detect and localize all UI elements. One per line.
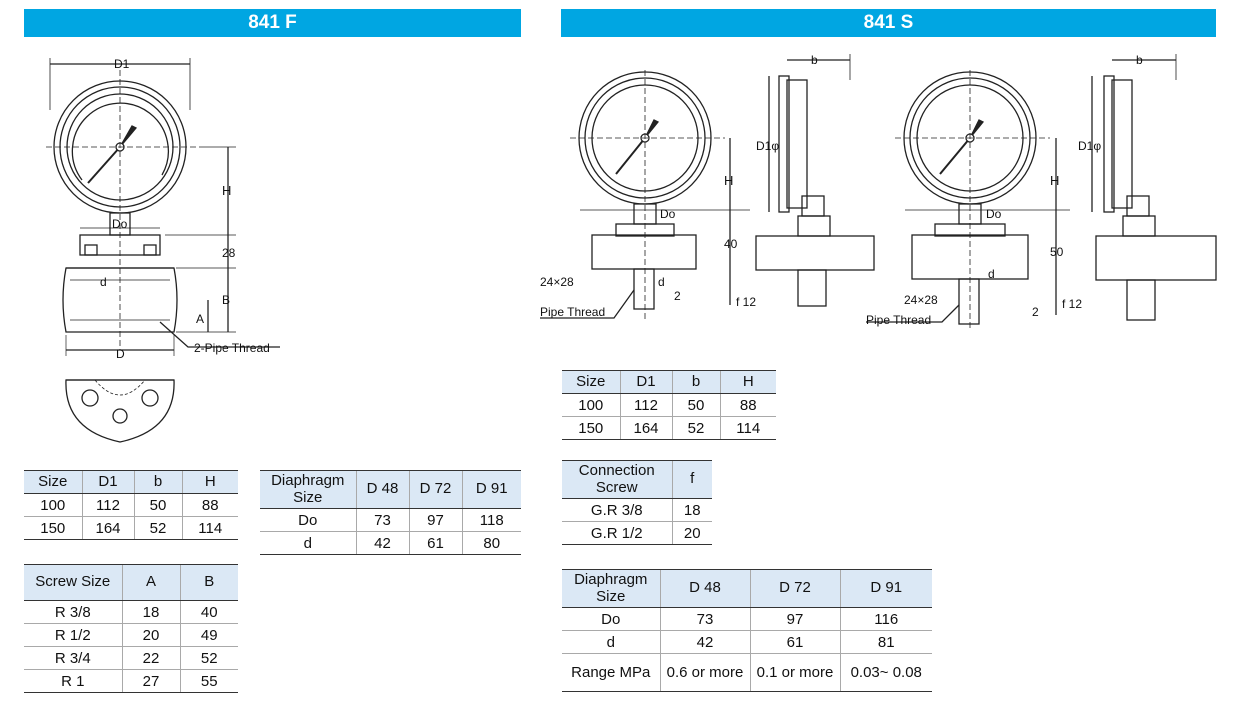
table-cell: d	[260, 532, 356, 555]
table-cell: d	[562, 631, 660, 654]
table-cell: 0.03~ 0.08	[840, 654, 932, 692]
table-row	[562, 417, 776, 440]
dim-label-h-2: H	[1050, 173, 1060, 188]
table-cell: 27	[122, 670, 180, 693]
section-title: 841 S	[863, 12, 914, 33]
table-cell: Do	[260, 509, 356, 532]
section-banner-841f	[24, 9, 521, 37]
table-cell: 22	[122, 647, 180, 670]
table-cell: 112	[620, 394, 672, 417]
table-cell: 97	[750, 608, 840, 631]
table-cell: Range MPa	[562, 654, 660, 692]
dim-label-f12-2: f 12	[1062, 297, 1083, 311]
drawing-841s	[530, 50, 1230, 340]
table-cell: 73	[660, 608, 750, 631]
table-cell: 88	[720, 394, 776, 417]
dim-label-b-2: b	[1136, 53, 1143, 67]
col-header: D 91	[462, 471, 521, 509]
table-cell: 61	[750, 631, 840, 654]
table-row	[24, 624, 238, 647]
table-cell: 150	[24, 517, 82, 540]
table-cell: 114	[720, 417, 776, 440]
table-row	[260, 532, 521, 555]
table-cell: 52	[180, 647, 238, 670]
dim-label-a: A	[196, 312, 205, 326]
col-header: H	[182, 471, 238, 494]
col-header: D 72	[409, 471, 462, 509]
dim-label-b: B	[222, 293, 231, 307]
dim-label-d-2: d	[988, 267, 995, 281]
col-header: Size	[24, 471, 82, 494]
table-row	[562, 522, 712, 545]
dim-label-d1phi-2: D1φ	[1078, 139, 1102, 153]
diaphragm-table-841f	[260, 470, 521, 555]
table-cell: 88	[182, 494, 238, 517]
table-cell: 112	[82, 494, 134, 517]
connection-table-841s	[562, 460, 712, 545]
col-header: D 72	[750, 570, 840, 608]
col-header: Size	[562, 371, 620, 394]
table-cell: 116	[840, 608, 932, 631]
table-cell: 42	[356, 532, 409, 555]
dim-label-h: H	[222, 183, 232, 198]
col-header: Diaphragm Size	[562, 570, 660, 608]
table-cell: 20	[122, 624, 180, 647]
table-cell: 50	[672, 394, 720, 417]
table-cell: 118	[462, 509, 521, 532]
table-row	[24, 647, 238, 670]
section-banner-841s	[561, 9, 1216, 37]
table-cell: 100	[562, 394, 620, 417]
table-cell: 55	[180, 670, 238, 693]
col-header: D1	[620, 371, 672, 394]
dim-label-2: 2	[674, 289, 681, 303]
table-row	[24, 670, 238, 693]
table-cell: 20	[672, 522, 712, 545]
table-row	[562, 654, 932, 692]
table-cell: 164	[620, 417, 672, 440]
dim-label-40: 40	[724, 237, 738, 251]
size-table-841s	[562, 370, 776, 440]
table-cell: R 3/8	[24, 601, 122, 624]
dim-label-do: Do	[112, 217, 128, 231]
table-cell: 164	[82, 517, 134, 540]
dim-label-do-2: Do	[986, 207, 1002, 221]
col-header: D1	[82, 471, 134, 494]
table-cell: 81	[840, 631, 932, 654]
section-title: 841 F	[248, 12, 297, 33]
dim-label-d: d	[100, 275, 107, 289]
table-cell: 100	[24, 494, 82, 517]
col-header: b	[134, 471, 182, 494]
table-row	[24, 601, 238, 624]
table-cell: 52	[134, 517, 182, 540]
col-header: Screw Size	[24, 565, 122, 601]
col-header: D 48	[356, 471, 409, 509]
table-cell: 52	[672, 417, 720, 440]
table-cell: G.R 3/8	[562, 499, 672, 522]
table-cell: 61	[409, 532, 462, 555]
pipe-thread-label: 2-Pipe Thread	[194, 341, 270, 355]
dim-label-b: b	[811, 53, 818, 67]
dim-label-f12: f 12	[736, 295, 757, 309]
col-header: f	[672, 461, 712, 499]
table-cell: 0.6 or more	[660, 654, 750, 692]
dim-label-do: Do	[660, 207, 676, 221]
table-cell: 114	[182, 517, 238, 540]
table-row	[562, 394, 776, 417]
table-row	[260, 509, 521, 532]
table-cell: 80	[462, 532, 521, 555]
diaphragm-table-841s	[562, 569, 932, 692]
col-header: Connection Screw	[562, 461, 672, 499]
table-cell: 40	[180, 601, 238, 624]
size-table-841f	[24, 470, 238, 540]
dim-label-bigd: D	[116, 347, 125, 361]
table-row	[562, 608, 932, 631]
thread-size-label-2: 24×28	[904, 293, 938, 307]
table-row	[24, 517, 238, 540]
table-row	[562, 499, 712, 522]
table-cell: 150	[562, 417, 620, 440]
dim-label-d1: D1	[114, 57, 130, 71]
dim-label-28: 28	[222, 246, 236, 260]
table-cell: 73	[356, 509, 409, 532]
dim-label-h: H	[724, 173, 734, 188]
pipe-thread-label: Pipe Thread	[540, 305, 606, 319]
dim-label-2-2: 2	[1032, 305, 1039, 319]
table-cell: Do	[562, 608, 660, 631]
col-header: b	[672, 371, 720, 394]
drawing-841f	[40, 50, 300, 450]
thread-size-label: 24×28	[540, 275, 574, 289]
table-cell: 49	[180, 624, 238, 647]
table-cell: 97	[409, 509, 462, 532]
col-header: B	[180, 565, 238, 601]
table-cell: 50	[134, 494, 182, 517]
col-header: Diaphragm Size	[260, 471, 356, 509]
col-header: A	[122, 565, 180, 601]
table-cell: R 3/4	[24, 647, 122, 670]
table-cell: R 1	[24, 670, 122, 693]
table-cell: R 1/2	[24, 624, 122, 647]
dim-label-50: 50	[1050, 245, 1064, 259]
col-header: D 91	[840, 570, 932, 608]
table-cell: G.R 1/2	[562, 522, 672, 545]
table-cell: 18	[672, 499, 712, 522]
dim-label-d1phi: D1φ	[756, 139, 780, 153]
table-cell: 18	[122, 601, 180, 624]
col-header: D 48	[660, 570, 750, 608]
table-cell: 0.1 or more	[750, 654, 840, 692]
dim-label-d: d	[658, 275, 665, 289]
pipe-thread-label-2: Pipe Thread	[866, 313, 932, 327]
screw-table-841f	[24, 564, 238, 693]
table-row	[562, 631, 932, 654]
table-cell: 42	[660, 631, 750, 654]
col-header: H	[720, 371, 776, 394]
table-row	[24, 494, 238, 517]
